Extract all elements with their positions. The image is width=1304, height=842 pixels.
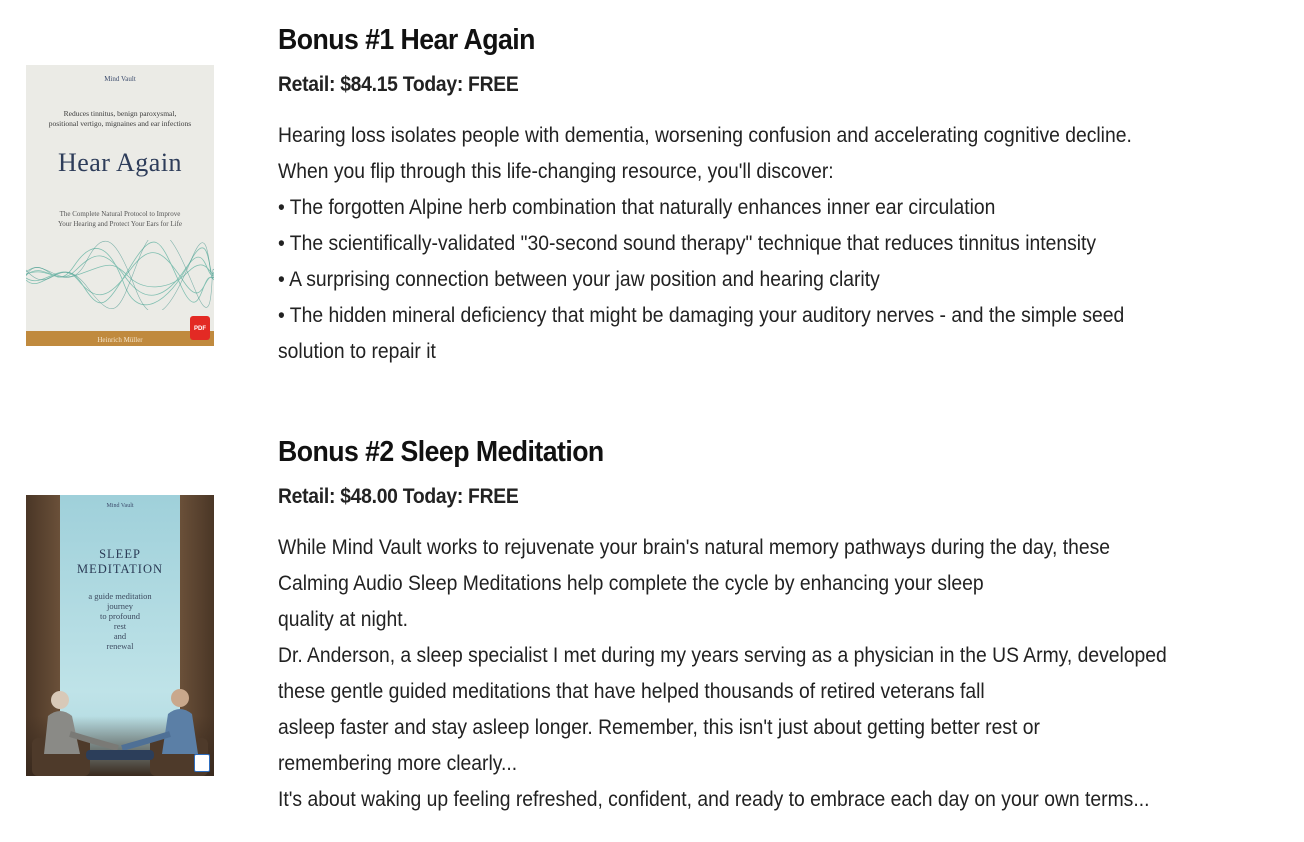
bonus-2-price: Retail: $48.00 Today: FREE bbox=[278, 485, 519, 508]
cover-subtitle bbox=[34, 109, 206, 129]
audio-file-icon bbox=[194, 754, 210, 772]
cover-tagline-line: a guide meditation bbox=[88, 591, 152, 601]
sleep-meditation-cover-image bbox=[26, 495, 214, 776]
bonus-2-title: Bonus #2 Sleep Meditation bbox=[278, 436, 604, 468]
bullet-item: • The forgotten Alpine herb combination that naturally enhances inner ear circulation bbox=[278, 196, 996, 219]
cover-tagline-line-2: Your Hearing and Protect Your Ears for Life bbox=[57, 219, 183, 228]
bonus-2-description bbox=[278, 530, 1278, 818]
description-line: Dr. Anderson, a sleep specialist I met during my years serving as a physician in the US Army, developed bbox=[278, 644, 1167, 667]
description-line: Calming Audio Sleep Meditations help complete the cycle by enhancing your sleep bbox=[278, 572, 984, 595]
bullet-item: • The scientifically-validated "30-second sound therapy" technique that reduces tinnitus intensity bbox=[278, 232, 1097, 255]
bonus-1-description bbox=[278, 118, 1278, 370]
cover-title-line-1: SLEEP bbox=[99, 547, 141, 561]
description-line: these gentle guided meditations that have helped thousands of retired veterans fall bbox=[278, 680, 985, 703]
bonus-2-text bbox=[278, 433, 1278, 818]
hear-again-cover-image bbox=[26, 65, 214, 346]
cover-tagline-line: rest bbox=[113, 621, 127, 631]
cover-tagline-line: renewal bbox=[106, 641, 134, 651]
cover-logo: Mind Vault bbox=[106, 503, 134, 509]
elderly-couple-illustration bbox=[26, 676, 214, 776]
cover-subtitle-line-2: positional vertigo, mignaines and ear infections bbox=[48, 119, 192, 128]
cover-tagline bbox=[26, 591, 214, 651]
bullet-item: • The hidden mineral deficiency that might be damaging your auditory nerves - and the simple seed bbox=[278, 304, 1125, 327]
sound-wave-graphic bbox=[26, 240, 214, 310]
description-line: asleep faster and stay asleep longer. Remember, this isn't just about getting better rest or bbox=[278, 716, 1040, 739]
description-line: remembering more clearly... bbox=[278, 752, 518, 775]
description-line: solution to repair it bbox=[278, 340, 436, 363]
cover-title bbox=[26, 547, 214, 577]
cover-tagline-line-1: The Complete Natural Protocol to Improve bbox=[59, 210, 181, 218]
pdf-icon: PDF bbox=[190, 316, 210, 340]
cover-title: Hear Again bbox=[57, 148, 183, 177]
description-line: While Mind Vault works to rejuvenate your brain's natural memory pathways during the day, these bbox=[278, 536, 1110, 559]
bonus-1-price: Retail: $84.15 Today: FREE bbox=[278, 73, 519, 96]
description-line: quality at night. bbox=[278, 608, 408, 631]
cover-subtitle-line-1: Reduces tinnitus, benign paroxysmal, bbox=[63, 109, 177, 118]
bullet-item: • A surprising connection between your jaw position and hearing clarity bbox=[278, 268, 880, 291]
bonus-1-title: Bonus #1 Hear Again bbox=[278, 24, 535, 56]
cover-tagline-line: and bbox=[113, 631, 127, 641]
description-line: It's about waking up feeling refreshed, confident, and ready to embrace each day on your own terms... bbox=[278, 788, 1150, 811]
cover-tagline bbox=[36, 210, 204, 229]
cover-author: Heinrich Müller bbox=[97, 336, 143, 344]
cover-tagline-line: journey bbox=[107, 601, 133, 611]
description-line: Hearing loss isolates people with dementia, worsening confusion and accelerating cognitive decline. bbox=[278, 124, 1132, 147]
cover-title-line-2: MEDITATION bbox=[76, 562, 164, 576]
description-line: When you flip through this life-changing resource, you'll discover: bbox=[278, 160, 834, 183]
bonus-1-text bbox=[278, 21, 1278, 370]
cover-logo: Mind Vault bbox=[104, 75, 136, 83]
cover-tagline-line: to profound bbox=[100, 611, 140, 621]
